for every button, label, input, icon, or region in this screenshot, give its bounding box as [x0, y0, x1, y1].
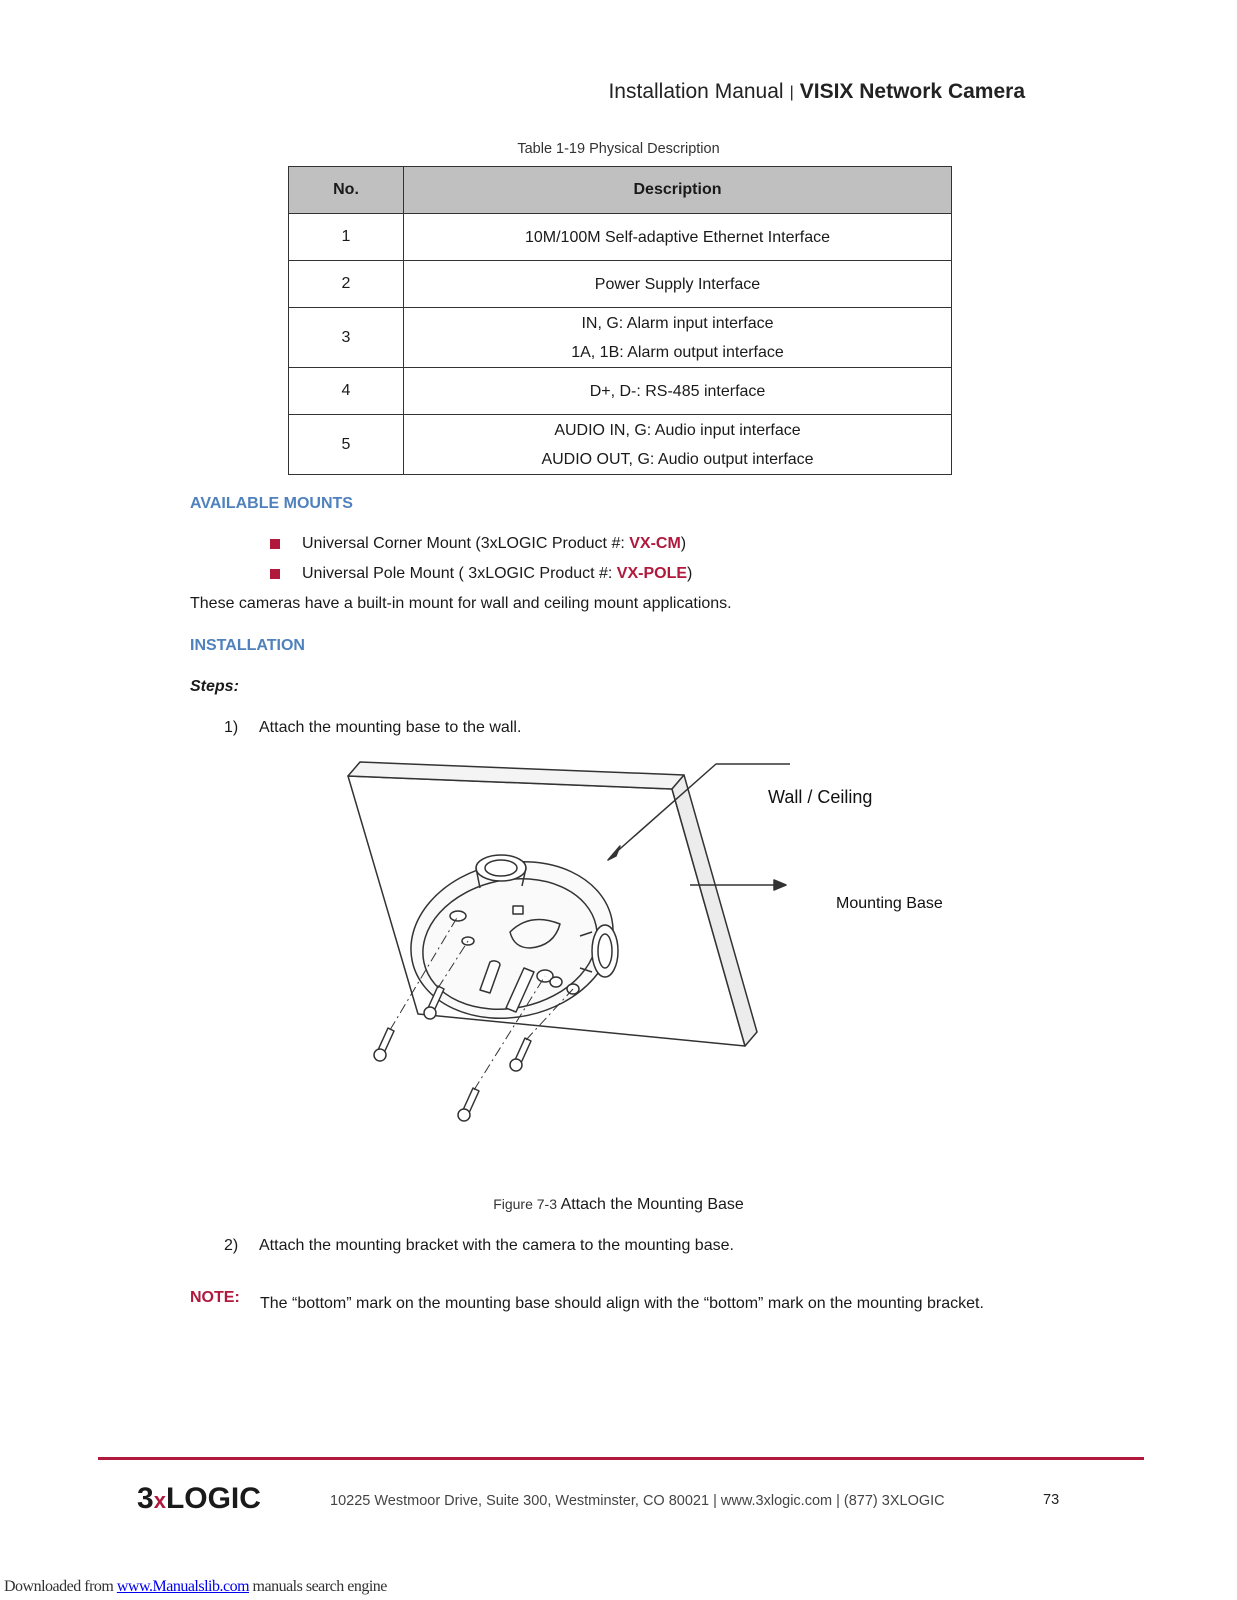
table-row	[289, 261, 952, 308]
header-product: VISIX Network Camera	[799, 80, 1025, 103]
table-row	[289, 415, 952, 475]
step-number: 1)	[224, 719, 239, 736]
cell-description	[404, 261, 952, 308]
figure-caption	[0, 1196, 1237, 1214]
logo-part: LOGIC	[165, 1482, 261, 1515]
note-label: NOTE:	[190, 1289, 240, 1306]
description-line: 10M/100M Self-adaptive Ethernet Interface	[524, 228, 831, 246]
description-line: 1A, 1B: Alarm output interface	[571, 343, 784, 361]
footer-divider	[98, 1457, 1144, 1460]
logo-part: x	[153, 1488, 166, 1513]
cell-description	[404, 214, 952, 261]
header-manual: Installation Manual	[608, 80, 784, 103]
cell-no: 2	[289, 261, 404, 308]
table-header-row	[289, 167, 952, 214]
mount-code: VX-CM	[629, 535, 681, 552]
available-mounts-heading: AVAILABLE MOUNTS	[190, 495, 353, 512]
company-logo	[137, 1482, 261, 1516]
step-1	[224, 719, 521, 737]
download-prefix: Downloaded from	[4, 1578, 117, 1595]
installation-heading: INSTALLATION	[190, 637, 305, 654]
mount-label: Universal Corner Mount (3xLOGIC Product #:	[302, 535, 630, 552]
page-header	[608, 80, 1025, 104]
footer-address: 10225 Westmoor Drive, Suite 300, Westminster, CO 80021 | www.3xlogic.com | (877) 3XLOGIC	[330, 1493, 945, 1509]
table-row	[289, 214, 952, 261]
download-banner	[4, 1578, 387, 1596]
mount-close: )	[687, 565, 693, 582]
column-header-description: Description	[404, 167, 952, 214]
header-separator: |	[789, 84, 794, 101]
step-2	[224, 1237, 734, 1255]
bullet-square-icon	[270, 539, 280, 549]
description-line: IN, G: Alarm input interface	[581, 314, 774, 332]
table-row	[289, 368, 952, 415]
step-text: Attach the mounting bracket with the camera to the mounting base.	[259, 1237, 734, 1254]
note-text: The “bottom” mark on the mounting base should align with the “bottom” mark on the mounting bracket.	[260, 1295, 984, 1312]
mount-text	[302, 565, 692, 583]
figure-title: Attach the Mounting Base	[560, 1196, 744, 1213]
page-number: 73	[1043, 1492, 1060, 1508]
physical-description-table	[288, 166, 952, 475]
step-number: 2)	[224, 1237, 239, 1254]
column-header-no: No.	[289, 167, 404, 214]
description-line: Power Supply Interface	[594, 275, 761, 293]
table-row	[289, 308, 952, 368]
cell-no: 5	[289, 415, 404, 475]
cell-description	[404, 415, 952, 475]
mount-label: Universal Pole Mount ( 3xLOGIC Product #:	[302, 565, 617, 582]
figure-number: Figure 7-3	[493, 1196, 557, 1212]
description-line: D+, D-: RS-485 interface	[589, 382, 766, 400]
cell-no: 3	[289, 308, 404, 368]
description-line: AUDIO IN, G: Audio input interface	[554, 421, 801, 439]
bullet-square-icon	[270, 569, 280, 579]
cell-description	[404, 308, 952, 368]
cell-no: 4	[289, 368, 404, 415]
mounts-note: These cameras have a built-in mount for wall and ceiling mount applications.	[190, 595, 732, 612]
mount-code: VX-POLE	[616, 565, 688, 582]
list-item	[270, 535, 686, 553]
mounting-base-figure	[330, 760, 970, 1180]
mount-text	[302, 535, 686, 553]
cell-no: 1	[289, 214, 404, 261]
cell-description	[404, 368, 952, 415]
mounting-base-label: Mounting Base	[836, 895, 943, 912]
description-line: AUDIO OUT, G: Audio output interface	[541, 450, 814, 468]
list-item	[270, 565, 692, 583]
wall-ceiling-label: Wall / Ceiling	[768, 787, 873, 807]
logo-part: 3	[137, 1482, 154, 1515]
download-suffix: manuals search engine	[249, 1578, 387, 1595]
step-text: Attach the mounting base to the wall.	[259, 719, 522, 736]
steps-label: Steps:	[190, 678, 239, 695]
manualslib-link[interactable]: www.Manualslib.com	[116, 1578, 250, 1595]
mount-close: )	[680, 535, 687, 552]
table-caption: Table 1-19 Physical Description	[517, 141, 720, 157]
